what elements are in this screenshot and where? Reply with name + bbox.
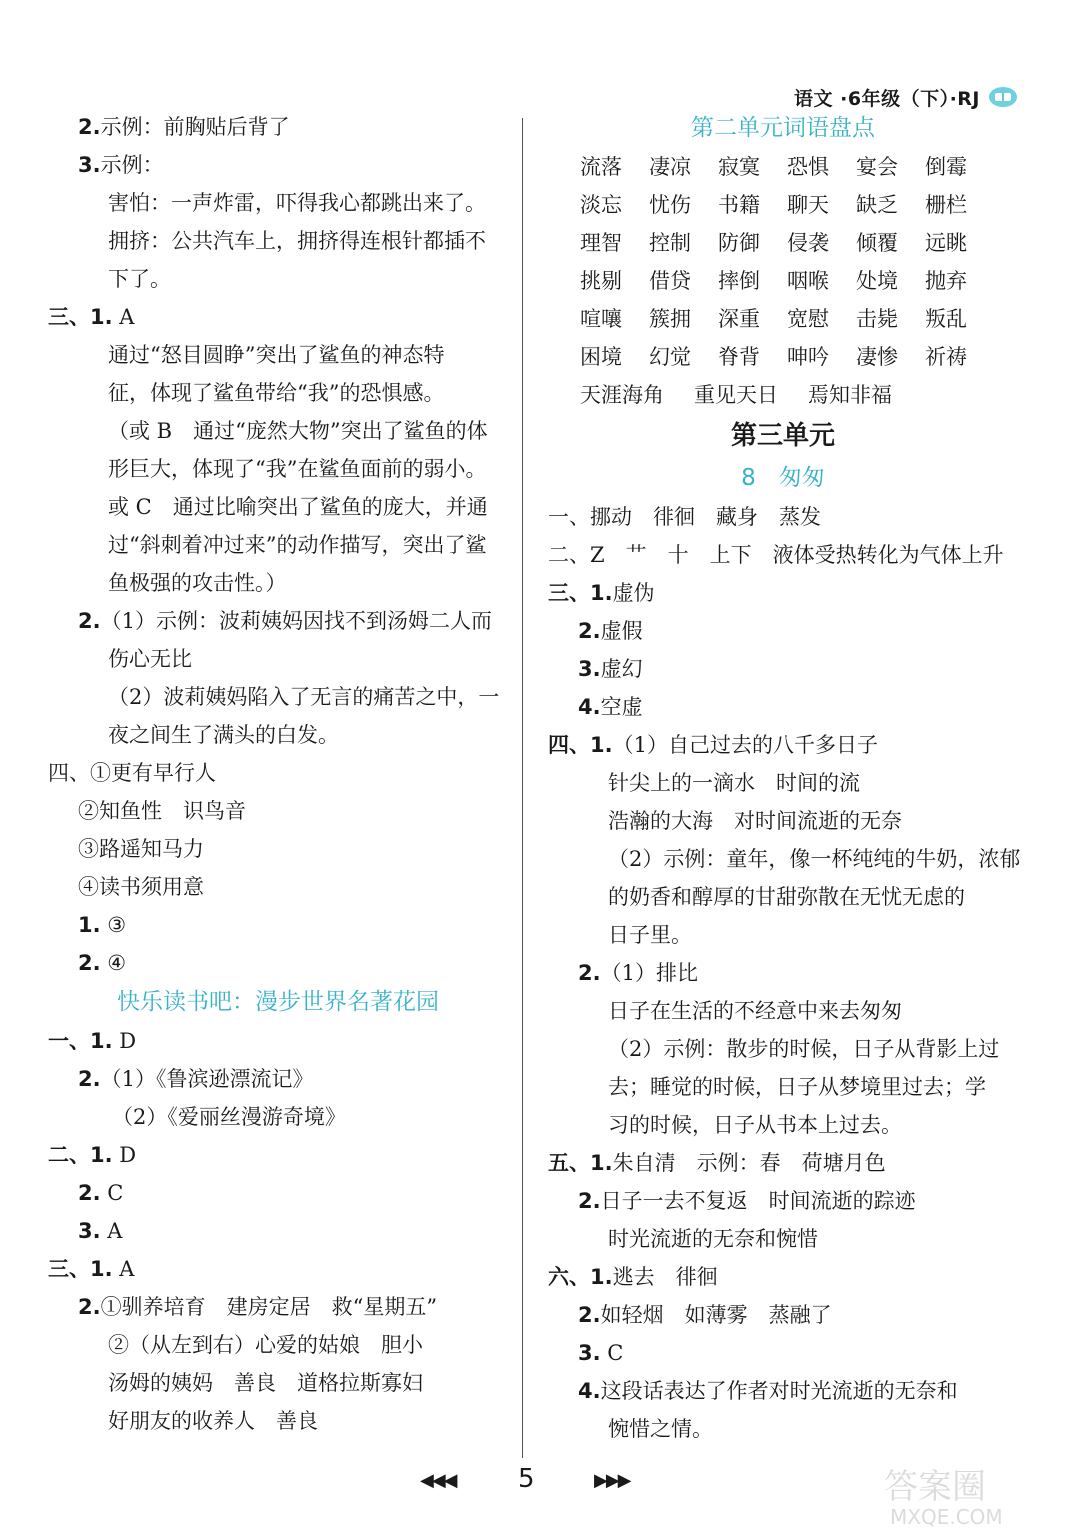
- question-number: 2.: [578, 1189, 601, 1213]
- answer-text: 拥挤：公共汽车上，拥挤得连根针都插不: [108, 229, 486, 253]
- answer-text: 夜之间生了满头的白发。: [108, 723, 339, 747]
- question-number: 二、1.: [48, 1143, 113, 1167]
- answer-line: [48, 1402, 508, 1440]
- answer-line: [548, 612, 1018, 650]
- vocab-word: 幻觉: [649, 345, 691, 369]
- answer-text: （或 B 通过“庞然大物”突出了鲨鱼的体: [108, 419, 488, 443]
- vocab-word: 恐惧: [787, 155, 829, 179]
- answer-text: A: [112, 305, 135, 329]
- answer-line: [48, 1212, 508, 1250]
- unit3-title: 第三单元: [730, 421, 835, 451]
- page-number: 5: [518, 1464, 535, 1494]
- answer-line: [48, 184, 508, 222]
- answer-text: D: [112, 1029, 137, 1053]
- answer-line: [548, 726, 1018, 764]
- next-page-arrows[interactable]: ▶▶▶: [594, 1470, 630, 1491]
- vocab-word: 凄惨: [856, 345, 898, 369]
- answer-line: [48, 108, 508, 146]
- answer-text: （2）《爱丽丝漫游奇境》: [112, 1105, 346, 1129]
- answer-text: （2）示例：童年，像一杯纯纯的牛奶，浓郁: [608, 847, 1021, 871]
- answer-text: 朱自清 示例：春 荷塘月色: [612, 1151, 886, 1175]
- vocab-row: [548, 338, 1018, 376]
- question-number: 2.: [578, 1303, 601, 1327]
- answer-line: [48, 1326, 508, 1364]
- answer-line: [48, 222, 508, 260]
- answer-line: [548, 802, 1018, 840]
- answer-line: [548, 1296, 1018, 1334]
- answer-text: 四、①更有早行人: [48, 761, 216, 785]
- vocab-word: 祈祷: [925, 345, 967, 369]
- vocab-word: 叛乱: [925, 307, 967, 331]
- answer-line: [48, 868, 508, 906]
- answer-text: 惋惜之情。: [608, 1417, 713, 1441]
- answer-text: 浩瀚的大海 对时间流逝的无奈: [608, 809, 902, 833]
- vocab-word: 喧嚷: [580, 307, 622, 331]
- answer-text: A: [100, 1219, 123, 1243]
- answer-line: [48, 1288, 508, 1326]
- answer-text: 日子一去不复返 时间流逝的踪迹: [600, 1189, 916, 1213]
- vocab-row: [548, 186, 1018, 224]
- answer-line: [48, 792, 508, 830]
- answer-line: [48, 1136, 508, 1174]
- vocab-word: 抛弃: [925, 269, 967, 293]
- vocab-word: 呻吟: [787, 345, 829, 369]
- question-number: 六、1.: [548, 1265, 613, 1289]
- answer-line: [48, 1364, 508, 1402]
- question-number: 4.: [578, 695, 601, 719]
- answer-text: 汤姆的姨妈 善良 道格拉斯寡妇: [108, 1371, 423, 1395]
- answer-text: ②（从左到右）心爱的姑娘 胆小: [108, 1333, 423, 1357]
- answer-text: 征，体现了鲨鱼带给“我”的恐惧感。: [108, 381, 445, 405]
- answer-line: [48, 146, 508, 184]
- answer-text: 日子在生活的不经意中来去匆匆: [608, 999, 902, 1023]
- answer-text: 通过“怒目圆睁”突出了鲨鱼的神态特: [108, 343, 445, 367]
- answer-line: [48, 1098, 508, 1136]
- right-column: [548, 108, 1021, 1448]
- answer-text: 习的时候，日子从书本上过去。: [608, 1113, 902, 1137]
- answer-text: （2）波莉姨妈陷入了无言的痛苦之中，一: [108, 685, 500, 709]
- unit2-vocab-title: 第二单元词语盘点: [691, 115, 875, 141]
- answer-line: [48, 906, 508, 944]
- answer-text: 的奶香和醇厚的甘甜弥散在无忧无虑的: [608, 885, 965, 909]
- reading-section-title: 快乐读书吧：漫步世界名著花园: [117, 989, 439, 1015]
- answer-text: 过“斜刺着冲过来”的动作描写，突出了鲨: [108, 533, 487, 557]
- vocab-word: 理智: [580, 231, 622, 255]
- answer-text: 针尖上的一滴水 时间的流: [608, 771, 860, 795]
- answer-text: 鱼极强的攻击性。）: [108, 571, 287, 595]
- answer-text: 或 C 通过比喻突出了鲨鱼的庞大，并通: [108, 495, 488, 519]
- answer-line: [548, 1372, 1018, 1410]
- answer-line: [548, 1182, 1018, 1220]
- answer-text: ③路遥知马力: [78, 837, 204, 861]
- vocab-word: 脊背: [718, 345, 760, 369]
- answer-text: 去；睡觉的时候，日子从梦境里过去；学: [608, 1075, 986, 1099]
- answer-line: [48, 830, 508, 868]
- question-number: 2.: [78, 1181, 101, 1205]
- vocab-word: 宴会: [856, 155, 898, 179]
- vocab-word: 控制: [649, 231, 691, 255]
- answer-line: [48, 336, 508, 374]
- answer-line: [48, 412, 508, 450]
- answer-line: [48, 944, 508, 982]
- question-number: 3.: [78, 1219, 101, 1243]
- page-header-title: 语文 ·6年级（下）·RJ: [794, 88, 980, 110]
- reading-answer-list: [48, 1022, 508, 1440]
- question-number: 2.: [78, 609, 101, 633]
- answer-text: 逃去 徘徊: [612, 1265, 718, 1289]
- answer-text: 这段话表达了作者对时光流逝的无奈和: [600, 1379, 958, 1403]
- answer-text: C: [100, 1181, 124, 1205]
- answer-text: 虚伪: [612, 581, 655, 605]
- answer-line: [48, 1060, 508, 1098]
- answer-line: [548, 1068, 1018, 1106]
- answer-text: 示例：前胸贴后背了: [100, 115, 290, 139]
- answer-line: [548, 498, 1018, 536]
- answer-line: [48, 602, 508, 640]
- question-number: 三、1.: [48, 1257, 113, 1281]
- answer-text: 二、Z 艹 十 上下 液体受热转化为气体上升: [548, 543, 1004, 567]
- vocab-row: [548, 262, 1018, 300]
- vocab-word: 寂寞: [718, 155, 760, 179]
- question-number: 3.: [578, 657, 601, 681]
- watermark-domain: MXQE.COM: [890, 1505, 1003, 1529]
- answer-text: ①驯养培育 建房定居 救“星期五”: [100, 1295, 438, 1319]
- answer-line: [48, 678, 508, 716]
- idiom: 焉知非福: [808, 383, 892, 407]
- question-number: 五、1.: [548, 1151, 613, 1175]
- question-number: 四、1.: [548, 733, 613, 757]
- answer-line: [548, 1220, 1018, 1258]
- vocab-word: 借贷: [649, 269, 691, 293]
- question-number: 2.: [578, 619, 601, 643]
- answer-text: 害怕：一声炸雷，吓得我心都跳出来了。: [108, 191, 486, 215]
- vocab-word: 倒霉: [925, 155, 967, 179]
- answer-line: [548, 992, 1018, 1030]
- answer-line: [548, 1030, 1018, 1068]
- idiom: 天涯海角: [580, 383, 664, 407]
- answer-line: [48, 450, 508, 488]
- answer-text: 形巨大，体现了“我”在鲨鱼面前的弱小。: [108, 457, 487, 481]
- answer-line: [548, 574, 1018, 612]
- vocab-word: 流落: [580, 155, 622, 179]
- answer-line: [548, 650, 1018, 688]
- vocab-row: [548, 148, 1018, 186]
- answer-text: 如轻烟 如薄雾 蒸融了: [600, 1303, 832, 1327]
- answer-line: [548, 1106, 1018, 1144]
- question-number: 1.: [78, 913, 101, 937]
- question-number: 2.: [78, 1067, 101, 1091]
- answer-text: ④读书须用意: [78, 875, 204, 899]
- answer-text: （2）示例：散步的时候，日子从背影上过: [608, 1037, 1000, 1061]
- question-number: 2.: [78, 1295, 101, 1319]
- vocab-word: 侵袭: [787, 231, 829, 255]
- answer-line: [48, 488, 508, 526]
- answer-line: [48, 1022, 508, 1060]
- vocab-word: 摔倒: [718, 269, 760, 293]
- answer-text: 一、挪动 徘徊 藏身 蒸发: [548, 505, 821, 529]
- answer-text: A: [112, 1257, 135, 1281]
- answer-line: [548, 878, 1018, 916]
- vocab-word: 凄凉: [649, 155, 691, 179]
- answer-text: 下了。: [108, 267, 171, 291]
- question-number: 4.: [578, 1379, 601, 1403]
- idiom-row: [548, 376, 1018, 414]
- watermark-text: 答案圈: [884, 1467, 986, 1507]
- answer-text: （1）排比: [600, 961, 698, 985]
- vocab-word: 书籍: [718, 193, 760, 217]
- question-number: 2.: [578, 961, 601, 985]
- answer-line: [48, 716, 508, 754]
- vocab-word: 深重: [718, 307, 760, 331]
- answer-line: [548, 1410, 1018, 1448]
- answer-line: [48, 564, 508, 602]
- answer-text: D: [112, 1143, 137, 1167]
- question-number: 一、1.: [48, 1029, 113, 1053]
- vocab-word: 挑剔: [580, 269, 622, 293]
- answer-line: [48, 298, 508, 336]
- vocab-word: 宽慰: [787, 307, 829, 331]
- answer-text: 时光流逝的无奈和惋惜: [608, 1227, 818, 1251]
- answer-text: C: [600, 1341, 624, 1365]
- answer-line: [548, 536, 1018, 574]
- idiom: 重见天日: [694, 383, 778, 407]
- vocab-word: 远眺: [925, 231, 967, 255]
- lesson-title: 8 匆匆: [741, 465, 825, 491]
- answer-text: （1）自己过去的八千多日子: [612, 733, 878, 757]
- question-number: 3.: [578, 1341, 601, 1365]
- vocab-word: 防御: [718, 231, 760, 255]
- answer-line: [48, 526, 508, 564]
- answer-line: [48, 754, 508, 792]
- answer-line: [48, 374, 508, 412]
- answer-line: [548, 764, 1018, 802]
- answer-text: （1）示例：波莉姨妈因找不到汤姆二人而: [100, 609, 492, 633]
- answer-line: [48, 1174, 508, 1212]
- vocab-word: 处境: [856, 269, 898, 293]
- answer-line: [548, 840, 1021, 878]
- answer-line: [548, 1334, 1018, 1372]
- vocab-word: 忧伤: [649, 193, 691, 217]
- question-number: 2.: [78, 115, 101, 139]
- vocab-word: 缺乏: [856, 193, 898, 217]
- answer-text: 虚幻: [600, 657, 643, 681]
- answer-text: 日子里。: [608, 923, 692, 947]
- left-answer-list: [48, 108, 508, 982]
- question-number: 3.: [78, 153, 101, 177]
- column-divider: [522, 118, 523, 1458]
- vocab-word: 击毙: [856, 307, 898, 331]
- right-answer-list: [548, 498, 1021, 1448]
- vocab-word: 簇拥: [649, 307, 691, 331]
- answer-line: [48, 260, 508, 298]
- answer-text: 虚假: [600, 619, 643, 643]
- vocab-word: 栅栏: [925, 193, 967, 217]
- vocab-word: 困境: [580, 345, 622, 369]
- vocab-row: [548, 224, 1018, 262]
- answer-line: [548, 1258, 1018, 1296]
- answer-text: 空虚: [600, 695, 643, 719]
- answer-text: ③: [100, 913, 127, 937]
- answer-text: ②知鱼性 识鸟音: [78, 799, 246, 823]
- vocab-word-grid: [548, 148, 1018, 376]
- vocab-word: 淡忘: [580, 193, 622, 217]
- answer-text: 好朋友的收养人 善良: [108, 1409, 318, 1433]
- answer-text: 伤心无比: [108, 647, 192, 671]
- question-number: 三、1.: [48, 305, 113, 329]
- answer-line: [548, 1144, 1018, 1182]
- left-column: [48, 108, 508, 1440]
- watermark-logo: [880, 1458, 1052, 1530]
- vocab-word: 倾覆: [856, 231, 898, 255]
- vocab-word: 聊天: [787, 193, 829, 217]
- answer-text: （1）《鲁滨逊漂流记》: [100, 1067, 314, 1091]
- answer-text: 示例：: [100, 153, 164, 177]
- answer-line: [548, 916, 1018, 954]
- answer-line: [48, 1250, 508, 1288]
- question-number: 三、1.: [548, 581, 613, 605]
- book-icon: [988, 86, 1018, 108]
- answer-line: [548, 954, 1018, 992]
- vocab-word: 咽喉: [787, 269, 829, 293]
- answer-text: ④: [100, 951, 127, 975]
- question-number: 2.: [78, 951, 101, 975]
- previous-page-arrows[interactable]: ◀◀◀: [420, 1470, 456, 1491]
- answer-line: [48, 640, 508, 678]
- answer-line: [548, 688, 1018, 726]
- vocab-row: [548, 300, 1018, 338]
